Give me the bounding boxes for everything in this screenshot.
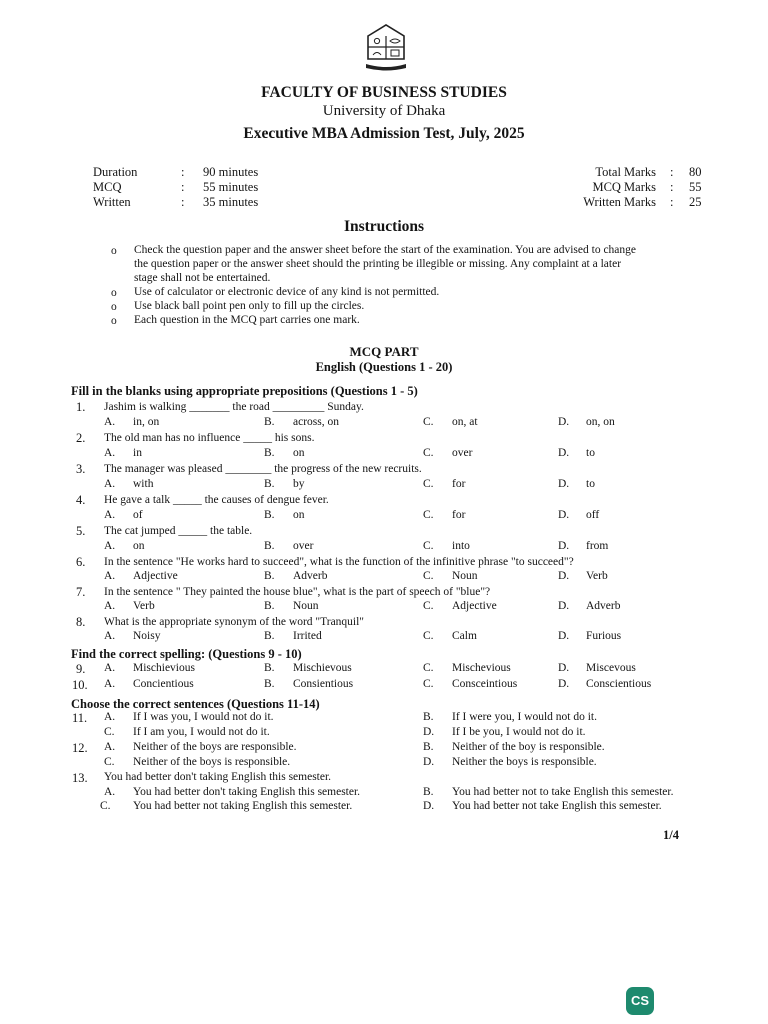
option-text: Noun	[452, 570, 478, 582]
option-letter: A.	[104, 711, 116, 723]
camscanner-logo-icon: CS	[626, 987, 654, 1015]
meta-value: 55 minutes	[203, 180, 259, 194]
instruction-line: Check the question paper and the answer sheet before the start of the examination. You are advised to change	[134, 244, 637, 256]
option-text: If I be you, I would not do it.	[452, 726, 586, 738]
option-letter: D.	[423, 756, 435, 768]
option-letter: A.	[104, 741, 116, 753]
instruction-line: stage shall not be entertained.	[134, 272, 271, 284]
question-number: 1.	[76, 400, 86, 414]
option-letter: B.	[264, 662, 275, 674]
option-text: over	[452, 447, 473, 459]
meta-value: 25	[689, 195, 702, 209]
instruction-line: Use black ball point pen only to fill up the circles.	[134, 300, 365, 312]
option-text: Furious	[586, 630, 622, 642]
option-letter: D.	[558, 678, 570, 690]
option-letter: C.	[423, 447, 434, 459]
option-letter: A.	[104, 570, 116, 582]
option-text: on	[293, 509, 305, 521]
page-number: 1/4	[663, 828, 679, 842]
option-letter: B.	[423, 741, 434, 753]
question-text: The manager was pleased ________ the progress of the new recruits.	[104, 463, 422, 475]
question-number: 13.	[72, 771, 88, 785]
instructions-title: Instructions	[343, 218, 425, 235]
meta-colon: :	[181, 165, 185, 179]
question-number: 6.	[76, 555, 86, 569]
meta-colon: :	[670, 195, 674, 209]
option-text: Miscevous	[586, 662, 636, 674]
option-letter: B.	[264, 509, 275, 521]
option-text: in, on	[133, 416, 160, 428]
option-text: Adverb	[586, 600, 621, 612]
option-text: on	[133, 540, 145, 552]
option-text: Verb	[133, 600, 155, 612]
university-crest-icon	[363, 22, 409, 72]
option-text: Mischievous	[293, 662, 352, 674]
option-text: Mischievious	[133, 662, 195, 674]
option-letter: A.	[104, 478, 116, 490]
meta-value: 35 minutes	[203, 195, 259, 209]
question-number: 8.	[76, 615, 86, 629]
option-text: You had better not take English this semester.	[452, 800, 662, 812]
option-letter: C.	[423, 678, 434, 690]
option-text: If I were you, I would not do it.	[452, 711, 597, 723]
option-text: Neither of the boy is responsible.	[452, 741, 605, 753]
option-text: Mischevious	[452, 662, 511, 674]
option-letter: B.	[423, 786, 434, 798]
bullet: o	[111, 315, 117, 327]
option-text: Consceintious	[452, 678, 518, 690]
option-text: If I am you, I would not do it.	[133, 726, 270, 738]
option-letter: D.	[558, 630, 570, 642]
option-text: Adverb	[293, 570, 328, 582]
option-text: Neither of the boys is responsible.	[133, 756, 291, 768]
option-letter: D.	[558, 662, 570, 674]
question-text: You had better don't taking English this semester.	[104, 771, 332, 783]
option-text: over	[293, 540, 314, 552]
question-number: 7.	[76, 585, 86, 599]
section-heading-sentences: Choose the correct sentences (Questions 11-14)	[71, 697, 320, 711]
meta-value: 80	[689, 165, 702, 179]
bullet: o	[111, 287, 117, 299]
option-letter: A.	[104, 678, 116, 690]
option-letter: B.	[264, 630, 275, 642]
option-text: by	[293, 478, 305, 490]
instruction-line: the question paper or the answer sheet should the printing be illegible or missing. Any complaint at a later	[134, 258, 622, 270]
meta-label: Written	[93, 195, 131, 209]
option-letter: C.	[423, 600, 434, 612]
option-letter: A.	[104, 509, 116, 521]
option-letter: C.	[423, 478, 434, 490]
question-text: The old man has no influence _____ his sons.	[104, 432, 315, 444]
meta-label: MCQ	[93, 180, 122, 194]
option-letter: C.	[423, 540, 434, 552]
option-letter: D.	[558, 447, 570, 459]
option-letter: D.	[558, 570, 570, 582]
option-text: on, at	[452, 416, 478, 428]
option-letter: A.	[104, 540, 116, 552]
question-text: In the sentence "He works hard to succeed", what is the function of the infinitive phrase "to succeed"?	[104, 556, 574, 568]
option-text: Noisy	[133, 630, 161, 642]
option-text: Adjective	[133, 570, 178, 582]
option-letter: D.	[558, 478, 570, 490]
option-letter: D.	[558, 509, 570, 521]
mcq-part-title: MCQ PART	[349, 344, 419, 359]
option-letter: C.	[104, 756, 115, 768]
option-letter: A.	[104, 786, 116, 798]
instruction-line: Use of calculator or electronic device of any kind is not permitted.	[134, 286, 440, 298]
option-text: Irrited	[293, 630, 322, 642]
option-text: for	[452, 478, 466, 490]
option-letter: B.	[264, 416, 275, 428]
meta-label: MCQ Marks	[592, 180, 656, 194]
question-number: 5.	[76, 524, 86, 538]
option-letter: B.	[423, 711, 434, 723]
option-letter: C.	[104, 726, 115, 738]
bullet: o	[111, 301, 117, 313]
option-letter: C.	[423, 630, 434, 642]
section-heading-prepositions: Fill in the blanks using appropriate prepositions (Questions 1 - 5)	[71, 384, 418, 398]
instruction-line: Each question in the MCQ part carries one mark.	[134, 314, 360, 326]
option-letter: A.	[104, 416, 116, 428]
option-text: on	[293, 447, 305, 459]
option-text: You had better not to take English this semester.	[452, 786, 674, 798]
option-text: to	[586, 478, 595, 490]
option-text: Conscientious	[586, 678, 652, 690]
question-text: What is the appropriate synonym of the word "Tranquil"	[104, 616, 365, 628]
option-letter: B.	[264, 447, 275, 459]
option-text: for	[452, 509, 466, 521]
option-text: Consientious	[293, 678, 354, 690]
option-text: Adjective	[452, 600, 497, 612]
option-letter: A.	[104, 630, 116, 642]
question-number: 2.	[76, 431, 86, 445]
question-text: Jashim is walking _______ the road _________ Sunday.	[104, 401, 364, 413]
option-letter: B.	[264, 478, 275, 490]
option-letter: B.	[264, 540, 275, 552]
question-text: The cat jumped _____ the table.	[104, 525, 253, 537]
option-text: You had better don't taking English this semester.	[133, 786, 361, 798]
english-section-title: English (Questions 1 - 20)	[315, 360, 453, 374]
option-letter: A.	[104, 447, 116, 459]
option-text: with	[133, 478, 154, 490]
section-heading-spelling: Find the correct spelling: (Questions 9 - 10)	[71, 647, 302, 661]
faculty-title: FACULTY OF BUSINESS STUDIES	[261, 84, 507, 101]
option-letter: B.	[264, 570, 275, 582]
option-letter: A.	[104, 662, 116, 674]
option-text: in	[133, 447, 142, 459]
option-letter: C.	[423, 416, 434, 428]
meta-value: 55	[689, 180, 702, 194]
option-letter: C.	[423, 570, 434, 582]
option-letter: D.	[423, 726, 435, 738]
option-text: on, on	[586, 416, 615, 428]
question-number: 11.	[72, 711, 88, 725]
option-letter: A.	[104, 600, 116, 612]
option-text: Noun	[293, 600, 319, 612]
question-number: 4.	[76, 493, 86, 507]
option-text: of	[133, 509, 143, 521]
option-text: across, on	[293, 416, 339, 428]
option-letter: D.	[558, 416, 570, 428]
option-letter: D.	[558, 540, 570, 552]
question-number: 3.	[76, 462, 86, 476]
meta-value: 90 minutes	[203, 165, 259, 179]
option-text: Verb	[586, 570, 608, 582]
meta-colon: :	[670, 165, 674, 179]
exam-title: Executive MBA Admission Test, July, 2025	[243, 125, 525, 142]
question-number: 12.	[72, 741, 88, 755]
option-text: Calm	[452, 630, 477, 642]
option-letter: D.	[558, 600, 570, 612]
option-letter: D.	[423, 800, 435, 812]
meta-colon: :	[181, 195, 185, 209]
option-text: Concientious	[133, 678, 194, 690]
option-text: off	[586, 509, 600, 521]
option-letter: B.	[264, 600, 275, 612]
option-text: If I was you, I would not do it.	[133, 711, 274, 723]
meta-colon: :	[670, 180, 674, 194]
option-text: Neither the boys is responsible.	[452, 756, 597, 768]
question-text: He gave a talk _____ the causes of dengue fever.	[104, 494, 329, 506]
meta-label: Duration	[93, 165, 138, 179]
option-letter: B.	[264, 678, 275, 690]
option-text: to	[586, 447, 595, 459]
question-number: 9.	[76, 662, 86, 676]
meta-label: Written Marks	[583, 195, 656, 209]
meta-colon: :	[181, 180, 185, 194]
bullet: o	[111, 245, 117, 257]
option-text: You had better not taking English this semester.	[133, 800, 353, 812]
option-text: Neither of the boys are responsible.	[133, 741, 297, 753]
option-letter: C.	[423, 662, 434, 674]
option-letter: C.	[423, 509, 434, 521]
question-text: In the sentence " They painted the house blue", what is the part of speech of "blue"?	[104, 586, 491, 598]
question-number: 10.	[72, 678, 88, 692]
option-text: into	[452, 540, 470, 552]
university-name: University of Dhaka	[322, 103, 446, 119]
option-letter: C.	[100, 800, 111, 812]
meta-label: Total Marks	[595, 165, 656, 179]
option-text: from	[586, 540, 609, 552]
